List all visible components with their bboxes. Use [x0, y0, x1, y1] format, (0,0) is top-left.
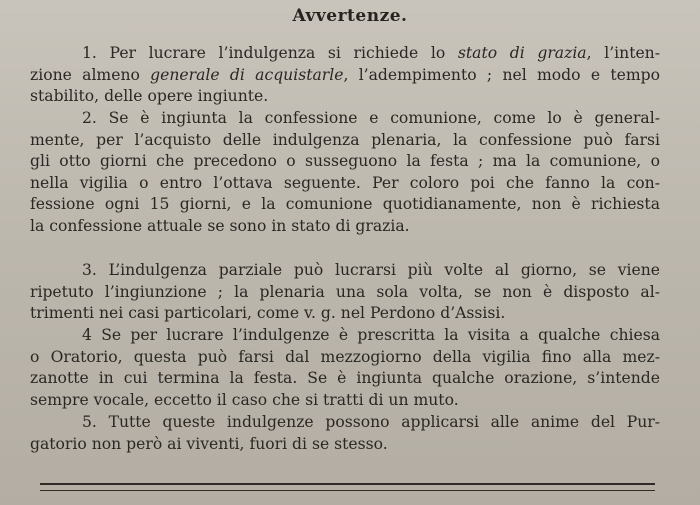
text-segment: stabilito, delle opere ingiunte.: [30, 87, 269, 105]
text-segment: gli otto giorni che precedono o susseguono la festa ; ma la comunione, o: [30, 152, 660, 170]
text-line: [30, 173, 660, 195]
paragraph-2: [30, 108, 660, 237]
text-line: [30, 260, 660, 282]
text-line: [30, 130, 660, 152]
text-line: [30, 347, 660, 369]
text-line: [30, 65, 660, 87]
paragraph-4: [30, 325, 660, 411]
text-line: [30, 412, 660, 434]
italic-phrase: generale di acquistarle: [150, 65, 344, 84]
text-line: [30, 282, 660, 304]
text-line: [30, 86, 660, 108]
bottom-rule-thin: [40, 490, 655, 491]
text-segment: zione almeno: [30, 65, 151, 84]
text-segment: gatorio non però ai viventi, fuori di se stesso.: [30, 434, 388, 453]
text-line: [30, 390, 660, 412]
page-title: Avvertenze.: [292, 6, 408, 26]
text-segment: mente, per l’acquisto delle indulgenza plenaria, la confessione può farsi: [30, 130, 660, 149]
text-segment: 4 Se per lucrare l’indulgenze è prescritta la visita a qualche chiesa: [82, 326, 660, 344]
text-segment: o Oratorio, questa può farsi dal mezzogiorno della vigilia fino alla mez-: [30, 347, 660, 366]
italic-phrase: stato di grazia: [457, 44, 587, 62]
text-line: [30, 434, 660, 456]
text-line: [30, 325, 660, 347]
text-segment: fessione ogni 15 giorni, e la comunione quotidianamente, non è richiesta: [30, 195, 660, 213]
text-line: [30, 216, 660, 238]
text-line: [30, 151, 660, 173]
text-segment: ripetuto l’ingiunzione ; la plenaria una sola volta, se non è disposto al-: [30, 282, 660, 301]
text-line: [30, 303, 660, 325]
text-segment: la confessione attuale se sono in stato di grazia.: [30, 216, 410, 235]
bottom-rule-thick: [40, 483, 655, 485]
text-segment: 3. L’indulgenza parziale può lucrarsi più volte al giorno, se viene: [82, 261, 660, 279]
text-segment: 5. Tutte queste indulgenze possono applicarsi alle anime del Pur-: [82, 413, 660, 431]
text-segment: 2. Se è ingiunta la confessione e comunione, come lo è general-: [82, 109, 660, 127]
text-segment: trimenti nei casi particolari, come v. g. nel Perdono d’Assisi.: [30, 304, 506, 322]
text-segment: , l’adempimento ; nel modo e tempo: [343, 65, 660, 84]
text-segment: , l’inten-: [586, 44, 660, 62]
text-line: [30, 108, 660, 130]
paragraph-3: [30, 260, 660, 325]
paragraph-1: [30, 43, 660, 108]
text-line: [30, 368, 660, 390]
paragraph-5: [30, 412, 660, 455]
text-segment: 1. Per lucrare l’indulgenza si richiede lo: [82, 44, 458, 62]
text-line: [30, 43, 660, 65]
text-segment: nella vigilia o entro l’ottava seguente. Per coloro poi che fanno la con-: [30, 173, 660, 192]
text-segment: zanotte in cui termina la festa. Se è ingiunta qualche orazione, s’intende: [30, 369, 660, 387]
text-line: [30, 194, 660, 216]
text-segment: sempre vocale, eccetto il caso che si tratti di un muto.: [30, 390, 459, 409]
